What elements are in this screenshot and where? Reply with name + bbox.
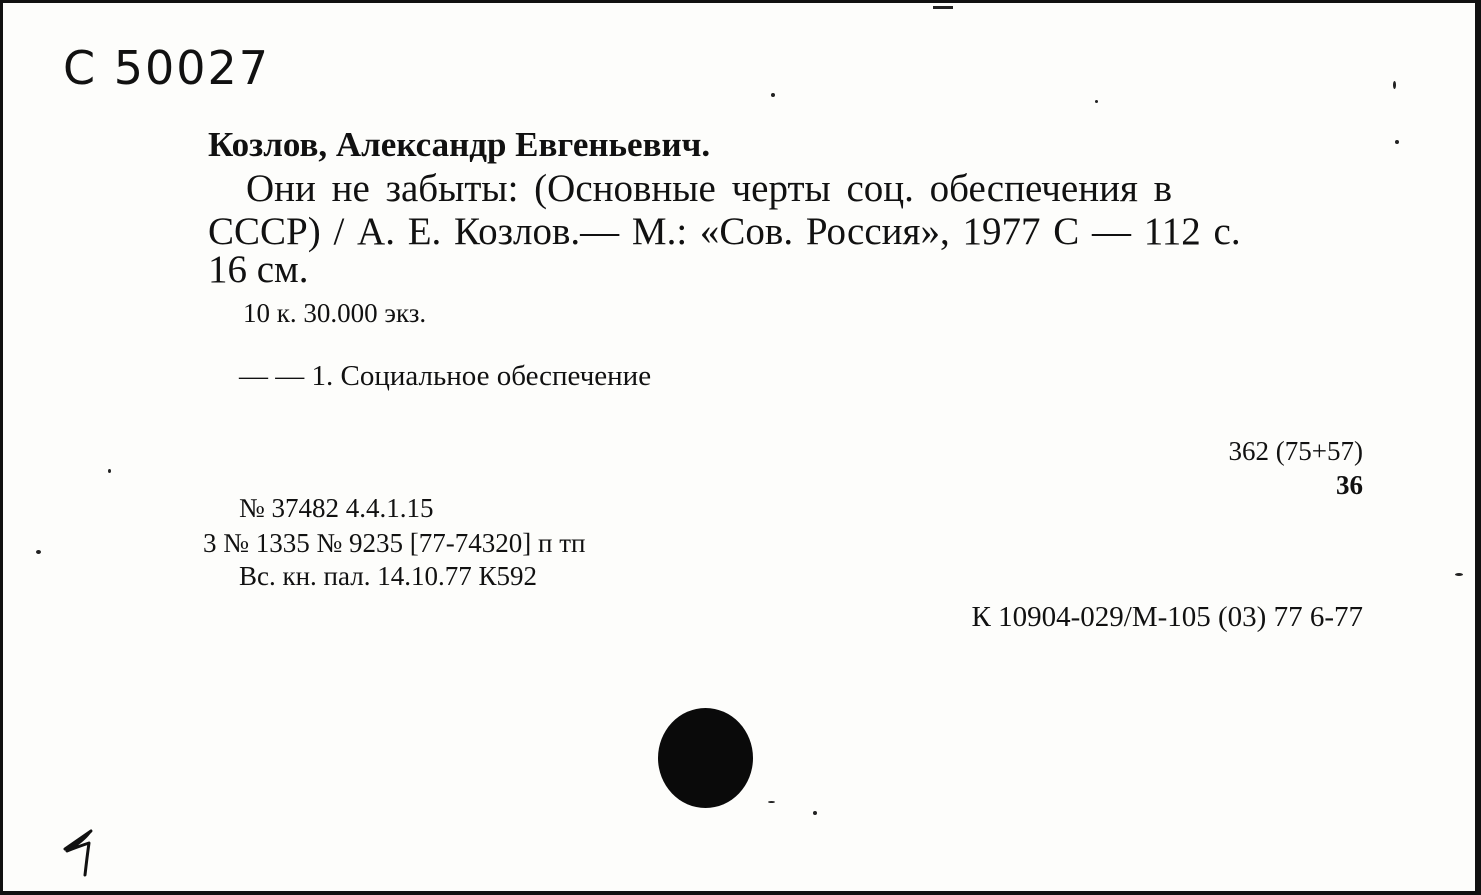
classification-code: 362 (75+57) xyxy=(1228,436,1363,466)
speck xyxy=(933,6,953,9)
author-sign: 36 xyxy=(1336,470,1363,500)
speck xyxy=(36,550,41,554)
print-info: 3 № 1335 № 9235 [77-74320] п тп xyxy=(203,528,586,558)
speck xyxy=(1393,81,1396,89)
title-line-3: 16 см. xyxy=(208,248,309,291)
book-chamber-info: Вс. кн. пал. 14.10.77 К592 xyxy=(239,561,537,591)
speck xyxy=(1095,100,1098,103)
speck xyxy=(768,801,775,803)
author-heading: Козлов, Александр Евгеньевич. xyxy=(208,125,711,164)
speck xyxy=(108,469,111,473)
speck xyxy=(1395,140,1399,144)
subject-heading: — — 1. Социальное обеспечение xyxy=(239,360,652,392)
title-line-1: Они не забыты: (Основные черты соц. обеспечения в xyxy=(246,167,1173,210)
speck xyxy=(813,811,817,815)
title-line-2: СССР) / А. Е. Козлов.— М.: «Сов. Россия», 1977 С — 112 с. xyxy=(208,210,1241,253)
punch-hole xyxy=(658,708,753,808)
handwritten-mark-icon xyxy=(61,821,121,881)
price-print-run: 10 к. 30.000 экз. xyxy=(243,298,427,328)
speck xyxy=(1455,573,1463,576)
order-number: № 37482 4.4.1.15 xyxy=(239,493,434,523)
speck xyxy=(771,93,775,97)
k-index: К 10904-029/М-105 (03) 77 6-77 xyxy=(971,601,1363,633)
call-number: С 50027 xyxy=(63,41,271,95)
